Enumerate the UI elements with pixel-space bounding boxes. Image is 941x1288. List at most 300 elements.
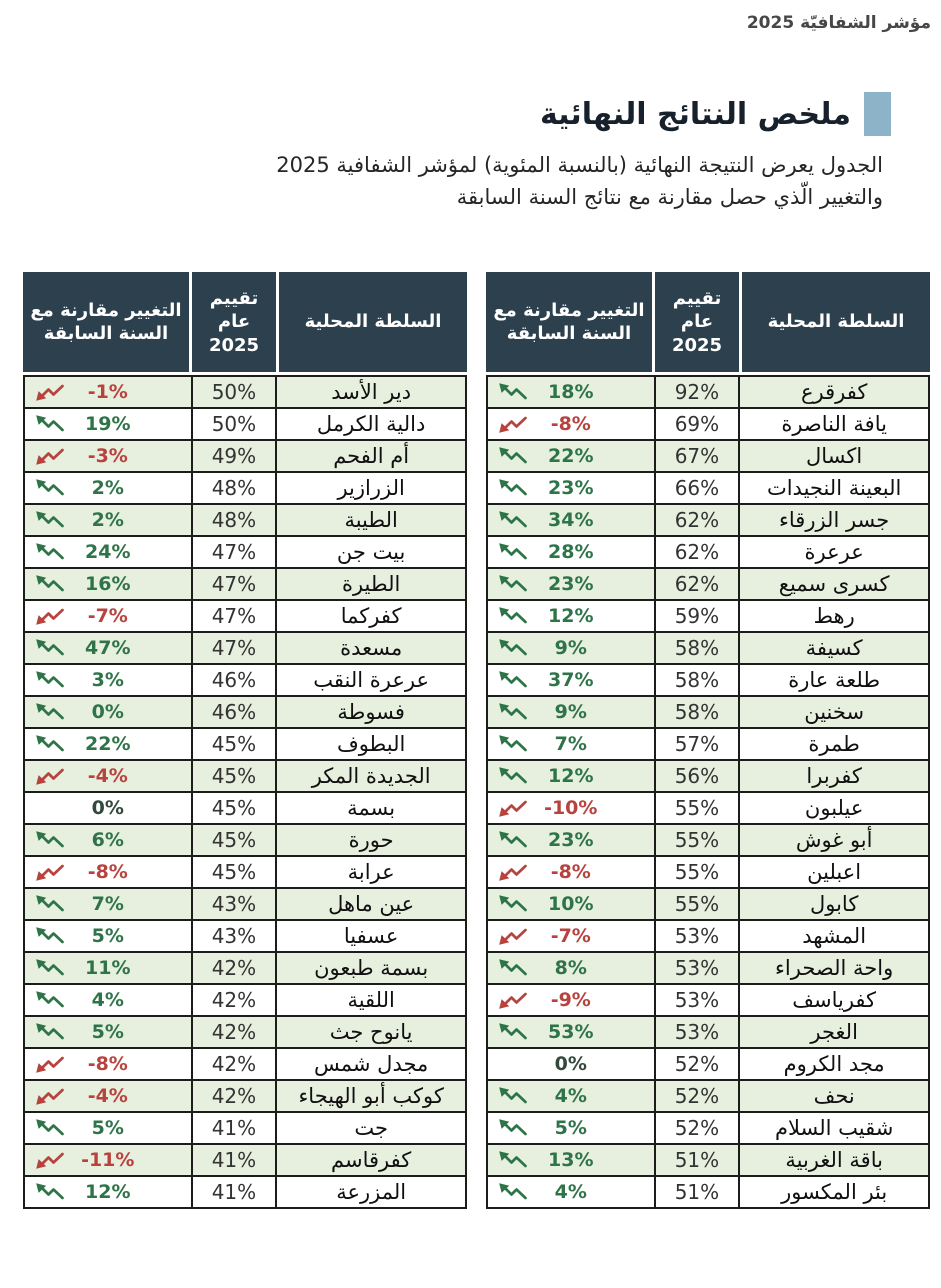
change-cell (487, 1144, 655, 1176)
authority-cell: عرعرة (739, 536, 929, 568)
trend-down-icon (497, 863, 527, 882)
trend-down-icon (34, 447, 64, 466)
score-cell: 47% (192, 600, 277, 632)
table-row (487, 1176, 929, 1208)
change-cell (487, 664, 655, 696)
score-cell: 41% (192, 1112, 277, 1144)
trend-up-icon (34, 479, 64, 498)
authority-cell: المشهد (739, 920, 929, 952)
results-table-right (486, 272, 930, 1209)
authority-cell: كسيفة (739, 632, 929, 664)
page-title: ملخص النتائج النهائية (539, 96, 851, 132)
authority-cell: مجدل شمس (276, 1048, 466, 1080)
trend-up-icon (34, 543, 64, 562)
change-cell (487, 376, 655, 408)
change-cell (24, 376, 192, 408)
authority-cell: حورة (276, 824, 466, 856)
table-header (486, 272, 930, 372)
table-row (24, 1112, 466, 1144)
trend-up-icon (497, 639, 527, 658)
authority-cell: الطيرة (276, 568, 466, 600)
page-subtitle (276, 150, 883, 213)
change-cell (24, 792, 192, 824)
change-value: 23% (548, 573, 594, 595)
table-row (487, 984, 929, 1016)
score-cell: 47% (192, 632, 277, 664)
change-cell (487, 1112, 655, 1144)
change-cell (24, 1176, 192, 1208)
change-value: 16% (85, 573, 131, 595)
authority-cell: سخنين (739, 696, 929, 728)
authority-cell: الزرازير (276, 472, 466, 504)
change-cell (24, 1048, 192, 1080)
trend-up-icon (497, 959, 527, 978)
trend-up-icon (34, 671, 64, 690)
change-cell (487, 1048, 655, 1080)
change-cell (24, 568, 192, 600)
authority-cell: باقة الغربية (739, 1144, 929, 1176)
change-cell (24, 1016, 192, 1048)
change-cell (24, 1144, 192, 1176)
authority-cell: يافة الناصرة (739, 408, 929, 440)
change-cell (487, 952, 655, 984)
trend-up-icon (497, 671, 527, 690)
title-row (540, 92, 891, 136)
table-row (487, 504, 929, 536)
authority-cell: عين ماهل (276, 888, 466, 920)
authority-cell: دير الأسد (276, 376, 466, 408)
change-value: -8% (87, 861, 128, 883)
change-cell (24, 632, 192, 664)
score-cell: 66% (655, 472, 740, 504)
change-cell (487, 824, 655, 856)
table-row (24, 984, 466, 1016)
change-value: 23% (548, 477, 594, 499)
change-value: 5% (554, 1117, 587, 1139)
table-row (24, 792, 466, 824)
score-cell: 41% (192, 1176, 277, 1208)
authority-cell: مجد الكروم (739, 1048, 929, 1080)
score-cell: 53% (655, 920, 740, 952)
change-value: -11% (81, 1149, 135, 1171)
table-row (24, 760, 466, 792)
title-marker-square (864, 92, 891, 136)
change-value: 47% (85, 637, 131, 659)
score-cell: 62% (655, 504, 740, 536)
score-cell: 42% (192, 1048, 277, 1080)
table-row (487, 1112, 929, 1144)
table-row (24, 440, 466, 472)
change-value: -4% (87, 765, 128, 787)
change-value: 34% (548, 509, 594, 531)
table-body (23, 375, 467, 1209)
score-cell: 51% (655, 1144, 740, 1176)
change-value: 12% (85, 1181, 131, 1203)
trend-up-icon (34, 1119, 64, 1138)
table-row (24, 888, 466, 920)
authority-cell: بسمة طبعون (276, 952, 466, 984)
change-value: -3% (87, 445, 128, 467)
table-row (24, 472, 466, 504)
change-value: 13% (548, 1149, 594, 1171)
header-authority: السلطة المحلية (742, 272, 930, 372)
table-row (487, 792, 929, 824)
change-value: 23% (548, 829, 594, 851)
score-cell: 47% (192, 536, 277, 568)
table-row (24, 536, 466, 568)
change-cell (24, 664, 192, 696)
authority-cell: عرابة (276, 856, 466, 888)
score-cell: 62% (655, 568, 740, 600)
score-cell: 58% (655, 632, 740, 664)
change-cell (487, 1176, 655, 1208)
table-row (487, 1144, 929, 1176)
change-value: 22% (548, 445, 594, 467)
score-cell: 43% (192, 920, 277, 952)
change-cell (24, 504, 192, 536)
authority-cell: اكسال (739, 440, 929, 472)
change-cell (487, 600, 655, 632)
authority-cell: بيت جن (276, 536, 466, 568)
authority-cell: نحف (739, 1080, 929, 1112)
change-value: -8% (550, 413, 591, 435)
change-value: 24% (85, 541, 131, 563)
change-value: 37% (548, 669, 594, 691)
change-cell (487, 440, 655, 472)
change-value: 8% (554, 957, 587, 979)
change-value: -9% (550, 989, 591, 1011)
change-cell (487, 1080, 655, 1112)
trend-up-icon (497, 511, 527, 530)
change-cell (487, 408, 655, 440)
table-row (487, 568, 929, 600)
score-cell: 62% (655, 536, 740, 568)
trend-down-icon (497, 991, 527, 1010)
change-cell (487, 1016, 655, 1048)
table-row (24, 1080, 466, 1112)
change-cell (24, 408, 192, 440)
change-value: 53% (548, 1021, 594, 1043)
change-value: 19% (85, 413, 131, 435)
trend-up-icon (497, 895, 527, 914)
authority-cell: دالية الكرمل (276, 408, 466, 440)
authority-cell: كوكب أبو الهيجاء (276, 1080, 466, 1112)
authority-cell: بسمة (276, 792, 466, 824)
trend-up-icon (497, 1151, 527, 1170)
score-cell: 58% (655, 696, 740, 728)
table-row (487, 696, 929, 728)
score-cell: 57% (655, 728, 740, 760)
table-row (487, 888, 929, 920)
authority-cell: فسوطة (276, 696, 466, 728)
trend-up-icon (34, 1183, 64, 1202)
change-cell (487, 920, 655, 952)
trend-up-icon (34, 639, 64, 658)
change-value: 0% (554, 1053, 587, 1075)
change-value: 10% (548, 893, 594, 915)
table-row (24, 920, 466, 952)
score-cell: 53% (655, 1016, 740, 1048)
table-row (487, 1048, 929, 1080)
authority-cell: واحة الصحراء (739, 952, 929, 984)
table-row (487, 472, 929, 504)
table-row (487, 536, 929, 568)
change-cell (487, 696, 655, 728)
change-cell (24, 856, 192, 888)
trend-up-icon (34, 511, 64, 530)
change-cell (24, 536, 192, 568)
brand-header: مؤشر الشفافيّة 2025 (746, 13, 931, 33)
change-value: 18% (548, 381, 594, 403)
table-row (487, 664, 929, 696)
score-cell: 45% (192, 760, 277, 792)
change-cell (487, 856, 655, 888)
score-cell: 46% (192, 664, 277, 696)
authority-cell: كابول (739, 888, 929, 920)
score-cell: 53% (655, 984, 740, 1016)
change-value: -1% (87, 381, 128, 403)
table-row (24, 1048, 466, 1080)
authority-cell: كفرياسف (739, 984, 929, 1016)
trend-up-icon (34, 703, 64, 722)
change-cell (24, 824, 192, 856)
table-row (487, 1080, 929, 1112)
trend-down-icon (497, 415, 527, 434)
table-row (24, 856, 466, 888)
table-row (487, 376, 929, 408)
subtitle-line-1: الجدول يعرض النتيجة النهائية (بالنسبة المئوية) لمؤشر الشفافية 2025 (276, 153, 883, 177)
change-cell (24, 728, 192, 760)
change-cell (487, 760, 655, 792)
trend-up-icon (497, 1183, 527, 1202)
trend-up-icon (497, 1119, 527, 1138)
change-cell (24, 600, 192, 632)
authority-cell: كفركما (276, 600, 466, 632)
change-cell (24, 760, 192, 792)
score-cell: 69% (655, 408, 740, 440)
change-cell (24, 696, 192, 728)
change-value: -4% (87, 1085, 128, 1107)
change-cell (487, 728, 655, 760)
change-value: 12% (548, 605, 594, 627)
score-cell: 42% (192, 984, 277, 1016)
score-cell: 92% (655, 376, 740, 408)
change-value: -7% (87, 605, 128, 627)
score-cell: 52% (655, 1080, 740, 1112)
change-value: 7% (91, 893, 124, 915)
change-cell (24, 440, 192, 472)
authority-cell: كفربرا (739, 760, 929, 792)
table-row (24, 504, 466, 536)
authority-cell: الطيبة (276, 504, 466, 536)
table-row (487, 824, 929, 856)
change-cell (487, 792, 655, 824)
results-table-left (23, 272, 467, 1209)
subtitle-line-2: والتغيير الّذي حصل مقارنة مع نتائج السنة السابقة (456, 184, 883, 209)
score-cell: 52% (655, 1048, 740, 1080)
trend-up-icon (497, 543, 527, 562)
trend-up-icon (497, 1087, 527, 1106)
change-value: 9% (554, 701, 587, 723)
table-row (24, 728, 466, 760)
change-value: 4% (554, 1181, 587, 1203)
trend-up-icon (497, 767, 527, 786)
change-value: 4% (91, 989, 124, 1011)
authority-cell: شقيب السلام (739, 1112, 929, 1144)
change-value: -8% (550, 861, 591, 883)
trend-down-icon (34, 607, 64, 626)
change-value: 2% (91, 509, 124, 531)
trend-up-icon (497, 1023, 527, 1042)
trend-down-icon (34, 863, 64, 882)
change-cell (24, 952, 192, 984)
score-cell: 51% (655, 1176, 740, 1208)
trend-up-icon (34, 927, 64, 946)
change-cell (487, 472, 655, 504)
change-value: 0% (91, 797, 124, 819)
change-cell (24, 472, 192, 504)
change-value: 6% (91, 829, 124, 851)
trend-down-icon (34, 1087, 64, 1106)
authority-cell: جت (276, 1112, 466, 1144)
trend-down-icon (497, 799, 527, 818)
table-row (487, 760, 929, 792)
trend-up-icon (34, 1023, 64, 1042)
score-cell: 48% (192, 472, 277, 504)
table-row (24, 1016, 466, 1048)
table-row (24, 1176, 466, 1208)
trend-up-icon (497, 607, 527, 626)
score-cell: 49% (192, 440, 277, 472)
change-value: 3% (91, 669, 124, 691)
change-value: 5% (91, 1117, 124, 1139)
table-row (487, 920, 929, 952)
table-row (487, 1016, 929, 1048)
authority-cell: عسفيا (276, 920, 466, 952)
authority-cell: الجديدة المكر (276, 760, 466, 792)
authority-cell: البعينة النجيدات (739, 472, 929, 504)
trend-up-icon (34, 959, 64, 978)
change-cell (487, 984, 655, 1016)
trend-up-icon (497, 479, 527, 498)
header-change: التغيير مقارنة مع السنة السابقة (486, 272, 652, 372)
trend-down-icon (34, 767, 64, 786)
trend-up-icon (34, 575, 64, 594)
score-cell: 42% (192, 952, 277, 984)
header-score: تقييم عام 2025 (655, 272, 739, 372)
trend-up-icon (497, 383, 527, 402)
change-value: -10% (544, 797, 598, 819)
header-authority: السلطة المحلية (279, 272, 467, 372)
score-cell: 43% (192, 888, 277, 920)
trend-up-icon (497, 575, 527, 594)
table-row (487, 600, 929, 632)
score-cell: 50% (192, 376, 277, 408)
score-cell: 46% (192, 696, 277, 728)
change-cell (24, 920, 192, 952)
authority-cell: يانوح جث (276, 1016, 466, 1048)
authority-cell: اعبلين (739, 856, 929, 888)
score-cell: 42% (192, 1080, 277, 1112)
score-cell: 45% (192, 824, 277, 856)
authority-cell: رهط (739, 600, 929, 632)
change-value: 11% (85, 957, 131, 979)
score-cell: 48% (192, 504, 277, 536)
change-value: 28% (548, 541, 594, 563)
authority-cell: البطوف (276, 728, 466, 760)
score-cell: 55% (655, 824, 740, 856)
table-body (486, 375, 930, 1209)
authority-cell: جسر الزرقاء (739, 504, 929, 536)
trend-up-icon (497, 735, 527, 754)
score-cell: 50% (192, 408, 277, 440)
trend-up-icon (34, 991, 64, 1010)
change-cell (24, 1112, 192, 1144)
header-change: التغيير مقارنة مع السنة السابقة (23, 272, 189, 372)
table-row (24, 1144, 466, 1176)
change-value: 4% (554, 1085, 587, 1107)
trend-down-icon (34, 1151, 64, 1170)
trend-up-icon (34, 831, 64, 850)
table-row (24, 568, 466, 600)
authority-cell: طمرة (739, 728, 929, 760)
trend-up-icon (497, 703, 527, 722)
table-row (24, 664, 466, 696)
score-cell: 45% (192, 792, 277, 824)
score-cell: 52% (655, 1112, 740, 1144)
authority-cell: مسعدة (276, 632, 466, 664)
score-cell: 58% (655, 664, 740, 696)
table-row (487, 856, 929, 888)
score-cell: 59% (655, 600, 740, 632)
change-value: -8% (87, 1053, 128, 1075)
authority-cell: عرعرة النقب (276, 664, 466, 696)
change-cell (487, 888, 655, 920)
change-value: 0% (91, 701, 124, 723)
trend-up-icon (497, 831, 527, 850)
trend-up-icon (497, 447, 527, 466)
score-cell: 67% (655, 440, 740, 472)
table-row (487, 440, 929, 472)
change-value: 22% (85, 733, 131, 755)
trend-down-icon (34, 383, 64, 402)
authority-cell: بئر المكسور (739, 1176, 929, 1208)
change-value: 12% (548, 765, 594, 787)
score-cell: 53% (655, 952, 740, 984)
score-cell: 56% (655, 760, 740, 792)
trend-up-icon (34, 735, 64, 754)
change-value: 5% (91, 925, 124, 947)
change-value: -7% (550, 925, 591, 947)
authority-cell: أم الفحم (276, 440, 466, 472)
change-value: 5% (91, 1021, 124, 1043)
authority-cell: كفرقرع (739, 376, 929, 408)
authority-cell: طلعة عارة (739, 664, 929, 696)
score-cell: 55% (655, 888, 740, 920)
score-cell: 55% (655, 856, 740, 888)
change-cell (487, 536, 655, 568)
authority-cell: اللقية (276, 984, 466, 1016)
score-cell: 41% (192, 1144, 277, 1176)
table-row (487, 728, 929, 760)
authority-cell: كسرى سميع (739, 568, 929, 600)
change-value: 7% (554, 733, 587, 755)
table-row (24, 600, 466, 632)
change-value: 2% (91, 477, 124, 499)
table-row (487, 632, 929, 664)
table-row (24, 376, 466, 408)
change-value: 9% (554, 637, 587, 659)
